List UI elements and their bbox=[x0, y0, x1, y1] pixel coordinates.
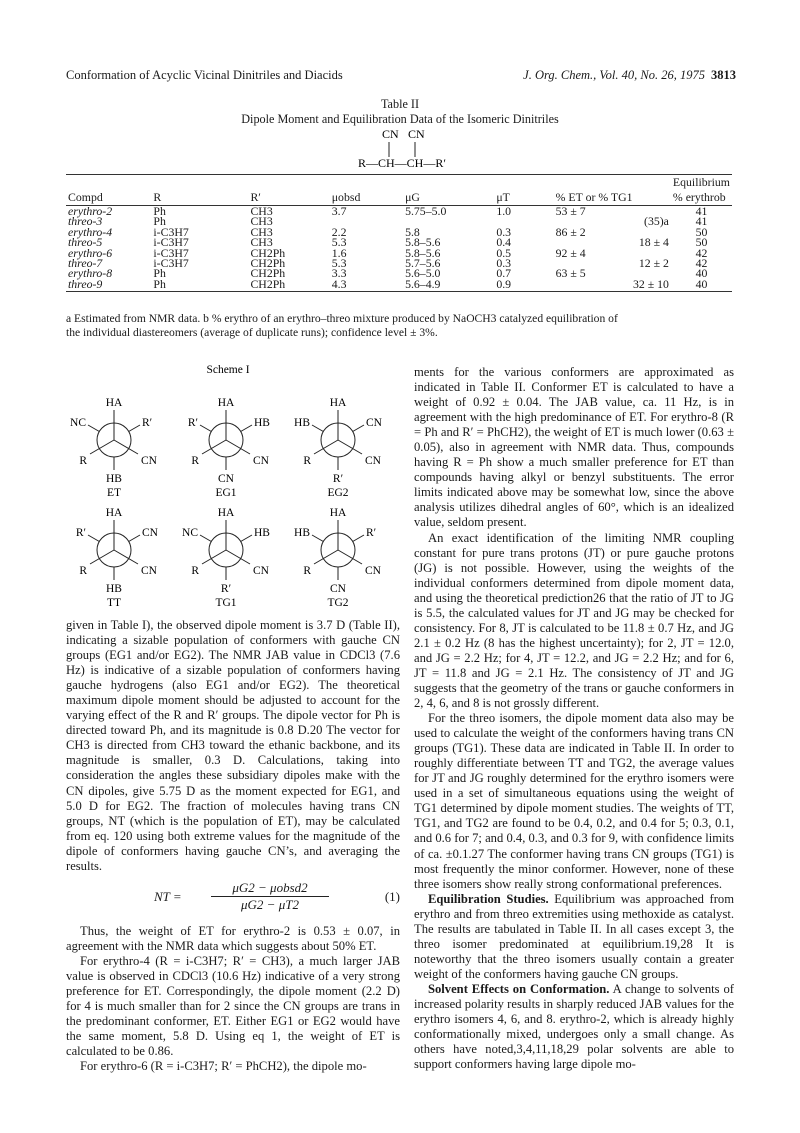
cell-pct-threo: 18 ± 4 bbox=[638, 235, 669, 250]
right-para-3: For the threo isomers, the dipole moment data also may be used to calculate the weight of the conformers having trans CN groups (TG1). These data are indicated in Table II. In order to roughly differentiate between TT and TG2, the average values for JT and JG roughly determined for the erythro isomers were used in a set of simultaneous equations using the weight of TG1 determined by dipole moment studies. The weights of TT, TG1, and TG2 are found to be 0.4, 0.2, and 0.4 for 5; 0.3, 0.1, and 0.6 for 7; and 0.4, 0.3, and 0.3 for 9, with confidence limits of ca. ±0.1.27 The conformer having trans CN groups (TG1) is most frequently the minor conformer. However, none of these three isomers show really strong conformational preferences. bbox=[414, 711, 734, 891]
cell-pct-threo: 12 ± 2 bbox=[638, 256, 669, 271]
substituent-bottom: CN bbox=[218, 473, 234, 485]
cell-mu-g: 5.7–5.6 bbox=[405, 256, 441, 271]
substituent-bottom: HB bbox=[106, 473, 122, 485]
cell-mu-t: 1.0 bbox=[496, 204, 512, 218]
dinitrile-structure bbox=[330, 127, 470, 171]
substituent-top: HA bbox=[329, 507, 347, 519]
substituent-lower-left: R bbox=[303, 455, 311, 467]
table-header-row bbox=[66, 175, 732, 206]
cell-mu-t: 0.3 bbox=[496, 256, 512, 271]
substituent-lower-left: R bbox=[79, 565, 87, 577]
left-para-4: For erythro-6 (R = i-C3H7; R′ = PhCH2), the dipole mo- bbox=[80, 1059, 367, 1074]
cell-compd: erythro-2 bbox=[68, 204, 113, 218]
structure-cn-right: CN bbox=[408, 127, 425, 141]
cell-r: i-C3H7 bbox=[153, 224, 189, 239]
right-para-5-text: A change to solvents of increased polarity results in sharply reduced JAB values for the erythro isomers 4, 6, and 8. erythro-2, which is already highly conformationally mixed, undergoes only a small change. As others have noted,3,4,11,18,29 polar solvents are able to support conformers having large dipole mo- bbox=[414, 981, 734, 1072]
cell-r: Ph bbox=[153, 204, 166, 218]
rear-bond-upper-right bbox=[353, 535, 364, 542]
cell-equilibrium: 42 bbox=[695, 256, 708, 271]
cell-pct-erythro: 92 ± 4 bbox=[555, 245, 586, 260]
conformer-label: TG2 bbox=[327, 597, 349, 609]
cell-r-prime: CH2Ph bbox=[250, 256, 286, 271]
cell-pct-threo: (35)a bbox=[644, 214, 669, 229]
rear-bond-upper-left bbox=[88, 425, 99, 432]
conformer-label: TT bbox=[106, 597, 122, 609]
cell-compd: threo-3 bbox=[68, 214, 103, 229]
cell-equilibrium: 41 bbox=[695, 204, 708, 218]
right-para-5 bbox=[414, 982, 734, 1072]
header-r: R bbox=[153, 190, 162, 204]
substituent-top: HA bbox=[329, 397, 347, 409]
cell-r: i-C3H7 bbox=[153, 245, 189, 260]
cell-equilibrium: 40 bbox=[671, 279, 732, 292]
substituent-bottom: CN bbox=[330, 583, 346, 595]
substituent-lower-right: CN bbox=[253, 455, 269, 467]
substituent-upper-right: CN bbox=[366, 417, 382, 429]
cell-r: i-C3H7 bbox=[153, 256, 189, 271]
substituent-upper-left: NC bbox=[182, 527, 198, 539]
substituent-lower-right: CN bbox=[365, 565, 381, 577]
rear-bond-upper-right bbox=[241, 535, 252, 542]
journal-citation bbox=[523, 68, 736, 83]
header-compd: Compd bbox=[68, 190, 103, 204]
scheme-newman-projections bbox=[66, 364, 396, 614]
substituent-bottom: HB bbox=[106, 583, 122, 595]
equation-number: (1) bbox=[384, 889, 400, 904]
table-row bbox=[66, 279, 732, 292]
page-number: 3813 bbox=[711, 68, 736, 82]
cell-equilibrium: 42 bbox=[695, 245, 708, 260]
substituent-upper-left: R′ bbox=[75, 527, 86, 539]
substituent-lower-right: CN bbox=[253, 565, 269, 577]
substituent-top: HA bbox=[105, 397, 123, 409]
journal-name: J. Org. Chem., Vol. 40, No. 26, 1975 bbox=[523, 68, 705, 82]
left-column-lower bbox=[66, 924, 400, 1074]
conformer-label: EG1 bbox=[215, 487, 237, 499]
cell-mu-g: 5.6–5.0 bbox=[405, 266, 441, 281]
structure-chain: R—CH—CH—R′ bbox=[358, 156, 446, 170]
cell-r-prime: CH3 bbox=[250, 235, 273, 250]
left-column bbox=[66, 618, 400, 874]
substituent-upper-left: HB bbox=[294, 417, 310, 429]
substituent-top: HA bbox=[217, 397, 235, 409]
cell-r: Ph bbox=[151, 279, 248, 292]
substituent-lower-left: R bbox=[191, 565, 199, 577]
cell-equilibrium: 50 bbox=[695, 224, 708, 239]
equation-denominator: μG2 − μT2 bbox=[241, 897, 299, 912]
left-para-1: given in Table I), the observed dipole moment is 3.7 D (Table II), indicating a sizable population of conformers with gauche CN groups (EG1 and/or EG2). The NMR JAB value in CDCl3 (7.6 Hz) is indicative of a sizable population of conformers having gauche hydrogens (also EG1 and/or EG2). The theoretical maximum dipole moment should be adjusted to account for the varying effect of the R and R′ groups. The dipole vector for Ph is directed toward Ph, and its magnitude is 0.8 D.20 The vector for CH3 is directed from CH3 toward the ethanic backbone, and its magnitude is smaller, 0.3 D. Calculations, taking into consideration the angles these subsidiary dipoles make with the CN dipoles, give 5.75 D as the moment expected for EG1, and 5.0 D for EG2. The fraction of molecules having trans CN groups, NT (which is the population of ET), may be calculated from eq. 120 using both extreme values for the magnitude of the dipole of conformers having gauche CN’s, and averaging the results. bbox=[66, 618, 400, 873]
substituent-lower-right: CN bbox=[141, 565, 157, 577]
header-mu-obsd: μobsd bbox=[331, 190, 361, 204]
cell-r-prime: CH3 bbox=[250, 204, 273, 218]
substituent-lower-left: R bbox=[303, 565, 311, 577]
equation-numerator: μG2 − μobsd2 bbox=[232, 880, 308, 895]
section-heading-solvent: Solvent Effects on Conformation. bbox=[428, 981, 610, 996]
structure-cn-left: CN bbox=[382, 127, 399, 141]
table-caption bbox=[0, 97, 800, 127]
equation-fraction bbox=[190, 880, 350, 913]
cell-mu-obsd: 5.3 bbox=[331, 256, 347, 271]
rear-bond-upper-right bbox=[129, 535, 140, 542]
cell-mu-obsd: 2.2 bbox=[331, 224, 347, 239]
cell-r-prime: CH3 bbox=[250, 224, 273, 239]
substituent-upper-right: HB bbox=[254, 527, 270, 539]
left-para-2: Thus, the weight of ET for erythro-2 is 0.53 ± 0.07, in agreement with the NMR data which suggests about 50% ET. bbox=[66, 924, 400, 954]
conformer-label: ET bbox=[106, 487, 122, 499]
right-column bbox=[414, 365, 734, 1072]
header-equilibrium-line2: % erythrob bbox=[672, 190, 726, 204]
cell-mu-g: 5.8–5.6 bbox=[405, 245, 441, 260]
cell-pct-erythro: 86 ± 2 bbox=[555, 224, 586, 239]
rear-bond-upper-right bbox=[129, 425, 140, 432]
cell-compd: erythro-4 bbox=[68, 224, 113, 239]
header-r-prime: R′ bbox=[250, 190, 261, 204]
cell-compd: erythro-6 bbox=[68, 245, 113, 260]
cell-mu-obsd: 4.3 bbox=[330, 279, 403, 292]
cell-mu-g: 5.75–5.0 bbox=[405, 204, 447, 218]
substituent-top: HA bbox=[105, 507, 123, 519]
cell-mu-t: 0.7 bbox=[496, 266, 512, 281]
cell-compd: threo-7 bbox=[68, 256, 103, 271]
cell-r-prime: CH2Ph bbox=[250, 245, 286, 260]
section-heading-equilibration: Equilibration Studies. bbox=[428, 891, 549, 906]
substituent-upper-right: CN bbox=[142, 527, 158, 539]
header-mu-t: μT bbox=[496, 190, 510, 204]
header-percent: % ET or % TG1 bbox=[555, 190, 633, 204]
rear-bond-upper-left bbox=[88, 535, 99, 542]
cell-pct-threo: 32 ± 10 bbox=[623, 279, 671, 292]
substituent-upper-left: R′ bbox=[187, 417, 198, 429]
running-title: Conformation of Acyclic Vicinal Dinitriles and Diacids bbox=[66, 68, 343, 82]
cell-pct-erythro: 53 ± 7 bbox=[555, 204, 586, 218]
right-para-4 bbox=[414, 892, 734, 982]
right-para-1: ments for the various conformers are approximated as indicated in Table II. Conformer ET is calculated to have a weight of 0.92 ± 0.04. The JAB value, ca. 11 Hz, is in agreement with the high predominance of ET. For erythro-8 (R = Ph and R′ = PhCH2), the weight of ET is much lower (0.63 ± 0.05), also in agreement with NMR data. Thus, compounds having R = Ph show a much smaller preference for ET than compounds having alkyl or benzyl substituents. The error limits indicated above may be somewhat low, since the above analysis utilizes dihedral angles of 60°, which is an idealized value, seldom present. bbox=[414, 365, 734, 530]
rear-bond-upper-left bbox=[312, 535, 323, 542]
cell-r-prime: CH2Ph bbox=[250, 266, 286, 281]
substituent-lower-right: CN bbox=[141, 455, 157, 467]
cell-mu-obsd: 3.7 bbox=[331, 204, 347, 218]
cell-equilibrium: 40 bbox=[695, 266, 708, 281]
substituent-bottom: R′ bbox=[332, 473, 344, 485]
equation-lhs: NT = bbox=[154, 889, 182, 904]
rear-bond-upper-right bbox=[353, 425, 364, 432]
substituent-upper-right: R′ bbox=[142, 417, 153, 429]
scheme-title: Scheme I bbox=[206, 364, 250, 376]
cell-compd: threo-5 bbox=[68, 235, 103, 250]
header-equilibrium bbox=[671, 175, 732, 206]
cell-mu-g: 5.6–4.9 bbox=[403, 279, 494, 292]
substituent-lower-left: R bbox=[191, 455, 199, 467]
header-equilibrium-line1: Equilibrium bbox=[672, 175, 730, 189]
cell-equilibrium: 41 bbox=[695, 214, 708, 229]
rear-bond-upper-right bbox=[241, 425, 252, 432]
footnote-line-1: a Estimated from NMR data. b % erythro of an erythro–threo mixture produced by NaOCH3 catalyzed equilibration of bbox=[66, 312, 618, 325]
cell-r-prime: CH2Ph bbox=[248, 279, 329, 292]
header-mu-g: μG bbox=[405, 190, 420, 204]
substituent-upper-left: HB bbox=[294, 527, 310, 539]
cell-mu-t: 0.5 bbox=[496, 245, 512, 260]
substituent-upper-left: NC bbox=[70, 417, 86, 429]
footnote-line-2: the individual diastereomers (average of duplicate runs); confidence level ± 3%. bbox=[66, 326, 438, 339]
cell-mu-t: 0.3 bbox=[496, 224, 512, 239]
rear-bond-upper-left bbox=[312, 425, 323, 432]
substituent-lower-right: CN bbox=[365, 455, 381, 467]
cell-r: Ph bbox=[153, 266, 166, 281]
table-title: Table II bbox=[380, 97, 420, 111]
right-para-4-text: Equilibrium was approached from erythro and from threo extremities using methoxide as catalyst. The results are tabulated in Table II. In all cases except 3, the threo isomer predominated at equilibrium.19,28 It is noteworthy that the threo isomers usually contain a greater weight of the conformers having gauche CN groups. bbox=[414, 891, 734, 981]
cell-mu-t: 0.9 bbox=[494, 279, 553, 292]
table-subtitle: Dipole Moment and Equilibration Data of the Isomeric Dinitriles bbox=[241, 112, 559, 126]
conformer-label: TG1 bbox=[215, 597, 237, 609]
left-para-3: For erythro-4 (R = i-C3H7; R′ = CH3), a much larger JAB value is observed in CDCl3 (10.6 Hz) indicative of a very strong preference for ET. Correspondingly, the dipole moment (2.2 D) for 4 is much smaller than for 2 since the CN groups are trans in the predominant conformer, ET. Either EG1 or EG2 would have the same moment, 5.8 D. Using eq 1, the weight of ET is calculated to be 0.86. bbox=[66, 954, 400, 1059]
table-footnotes bbox=[66, 312, 732, 340]
cell-mu-t: 0.4 bbox=[496, 235, 512, 250]
cell-r: Ph bbox=[153, 214, 166, 229]
equation-1 bbox=[66, 880, 400, 920]
rear-bond-upper-left bbox=[200, 535, 211, 542]
cell-r: i-C3H7 bbox=[153, 235, 189, 250]
cell-compd: threo-9 bbox=[66, 279, 151, 292]
substituent-upper-right: HB bbox=[254, 417, 270, 429]
dinitrile-data-table bbox=[66, 174, 732, 292]
substituent-top: HA bbox=[217, 507, 235, 519]
cell-mu-obsd: 1.6 bbox=[331, 245, 347, 260]
cell-compd: erythro-8 bbox=[68, 266, 113, 281]
cell-pct-erythro: 63 ± 5 bbox=[555, 266, 586, 281]
cell-mu-g: 5.8–5.6 bbox=[405, 235, 441, 250]
cell-mu-g: 5.8 bbox=[405, 224, 420, 239]
right-para-2: An exact identification of the limiting NMR coupling constant for pure trans protons (JT) or pure gauche protons (JG) is not possible. However, using the weights of the individual conformers determined from dipole moment data, and using the theoretical prediction26 that the ratio of JT to JG is 5.5, the calculated values for JT and JG may be checked for consistency. For 8, JT is calculated to be 11.8 ± 0.7 Hz, and JG 2.1 ± 0.2 Hz (8 has the highest uncertainty); for 2, JT = 12.0, and JG = 2.2 Hz; for 4, JT = 12.2, and JG = 2.2 Hz; and for 6, JT = 11.8 and JG = 2.1 Hz. The consistency of JT and JG suggests that the geometry of the trans or gauche conformers in 2, 4, 6, and 8 is not grossly different. bbox=[414, 530, 734, 711]
cell-mu-obsd: 5.3 bbox=[331, 235, 347, 250]
substituent-bottom: R′ bbox=[220, 583, 232, 595]
substituent-upper-right: R′ bbox=[366, 527, 377, 539]
page-header bbox=[66, 68, 736, 86]
cell-equilibrium: 50 bbox=[695, 235, 708, 250]
cell-pct-erythro bbox=[554, 279, 623, 292]
conformer-label: EG2 bbox=[327, 487, 349, 499]
cell-r-prime: CH3 bbox=[250, 214, 273, 229]
substituent-lower-left: R bbox=[79, 455, 87, 467]
cell-mu-obsd: 3.3 bbox=[331, 266, 347, 281]
rear-bond-upper-left bbox=[200, 425, 211, 432]
